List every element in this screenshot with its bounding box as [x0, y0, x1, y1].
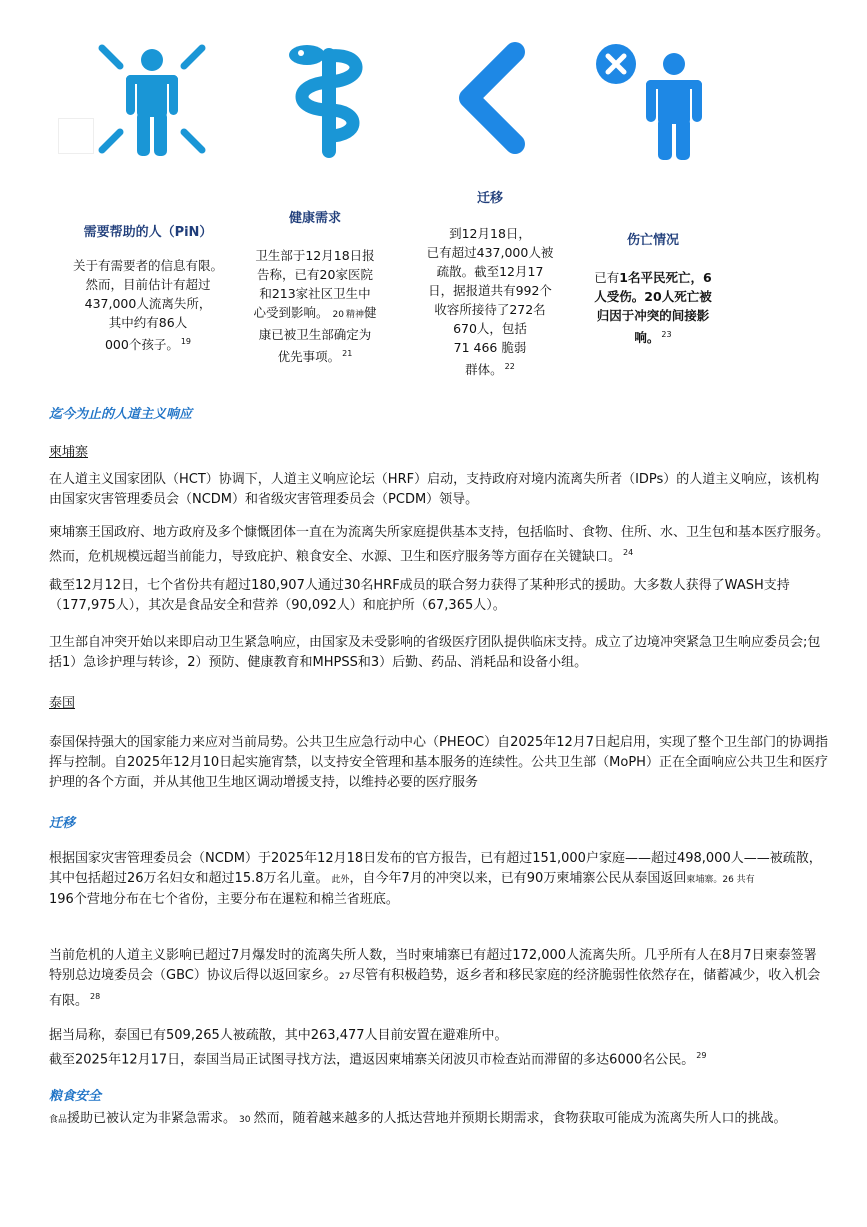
paragraph-text: 然而，随着越来越多的人抵达营地并预期长期需求，食物获取可能成为流离失所人口的挑战。	[253, 1111, 787, 1126]
paragraph-text: 截至2025年12月17日，泰国当局正试图寻找方法，遣返因柬埔寨关闭波贝市检查站而滞留的多达6000名公民。	[49, 1052, 695, 1068]
footnote-ref: 20	[332, 310, 344, 320]
migration-line: 日，据报道共有992个	[428, 283, 552, 298]
health-line-mixed	[243, 303, 387, 325]
migration-line: 已有超过437,000人被	[426, 245, 554, 260]
migration-line-last	[414, 357, 566, 379]
migration-line: 到12月18日，	[449, 226, 531, 241]
casualties-line: 响。	[634, 330, 660, 346]
migration-line: 疏散。截至12月17	[436, 264, 544, 279]
paragraph-text: 其中包括超过26万名妇女和超过15.8万名儿童。	[49, 871, 329, 886]
health-title: 健康需求	[288, 211, 341, 226]
health-line: 卫生部于12月18日报	[255, 248, 375, 263]
thailand-paragraph-1	[49, 733, 829, 793]
pin-line: 437,000人流离失所，	[84, 296, 212, 311]
casualties-text: 已有	[594, 270, 620, 285]
health-line: 告称，已有20家医院	[257, 267, 373, 282]
cambodia-paragraph-3	[49, 576, 829, 616]
paragraph-small-text: 食品	[49, 1115, 68, 1125]
cambodia-paragraph-4	[49, 633, 829, 673]
pin-card	[48, 223, 248, 354]
cambodia-label: 柬埔寨	[49, 445, 89, 460]
paragraph-text: 在人道主义国家团队（HCT）协调下，人道主义响应论坛（HRF）启动，支持政府对境内流离失所者（IDPs）的人道主义响应，该机构由国家灾害管理委员会（NCDM）和省级灾害管理委员会（PCDM）领导。	[49, 472, 820, 507]
paragraph-text-wrap	[49, 523, 829, 567]
casualties-bold: 1名平民死亡，6	[619, 270, 712, 285]
casualties-card	[580, 231, 726, 347]
casualties-line: 归因于冲突的间接影	[596, 308, 710, 323]
migration-line: 收容所接待了272名	[434, 302, 546, 317]
pin-title: 需要帮助的人（PiN）	[83, 225, 213, 240]
paragraph-text: ，自今年7月的冲突以来，已有90万柬埔寨公民从泰国返回	[349, 871, 687, 886]
cambodia-paragraph-2	[49, 523, 829, 567]
pin-line: 关于有需要者的信息有限。	[72, 258, 223, 273]
casualty-person-icon	[594, 42, 712, 160]
response-heading: 迄今为止的人道主义响应	[49, 407, 193, 422]
paragraph-text: 尽管有积极趋势，返乡者和移民家庭的经济脆弱性依然存在，储蓄减少，收入机会有限。	[49, 968, 821, 1009]
migration-line: 670人，包括	[453, 321, 527, 336]
migration-title: 迁移	[476, 191, 503, 206]
cambodia-paragraph-1	[49, 470, 829, 510]
paragraph-text: 援助已被认定为非紧急需求。	[67, 1111, 237, 1126]
health-line: 康已被卫生部确定为	[258, 327, 372, 342]
paragraph-text-wrap	[49, 1046, 829, 1070]
health-text: 健	[363, 305, 377, 320]
health-line: 优先事项。	[277, 349, 341, 365]
footnote-ref: 21	[342, 349, 353, 358]
paragraph-text: 卫生部自冲突开始以来即启动卫生紧急响应，由国家及未受影响的省级医疗团队提供临床支持。成立了边境冲突紧急卫生响应委员会;包括1）急诊护理与转诊，2）预防、健康教育和MHPSS和3）后勤、药品、消耗品和设备小组。	[49, 635, 821, 670]
paragraph-text: 196个营地分布在七个省份，主要分布在暹粒和棉兰省班底。	[49, 892, 399, 907]
migration-paragraph-2	[49, 946, 829, 1011]
footnote-ref: 24	[623, 548, 634, 557]
paragraph-text-wrap	[49, 869, 829, 890]
casualties-line-last	[580, 325, 726, 347]
migration-line: 群体。	[465, 362, 503, 378]
food-security-heading: 粮食安全	[49, 1089, 102, 1104]
footnote-ref: 29	[696, 1051, 707, 1060]
paragraph-small-text: 此外	[331, 875, 350, 885]
casualties-title: 伤亡情况	[626, 233, 679, 248]
paragraph-text-wrap	[49, 1109, 829, 1130]
paragraph-small-text: 柬埔寨。26 共有	[686, 875, 755, 885]
paragraph-text-wrap	[49, 946, 829, 1011]
migration-paragraph-1	[49, 849, 829, 910]
health-text: 心受到影响。	[253, 305, 329, 320]
paragraph-text: 柬埔寨王国政府、地方政府及多个慷慨团体一直在为流离失所家庭提供基本支持，包括临时、食物、住所、水、卫生包和基本医疗服务。然而，危机规模远超当前能力，导致庇护、粮食安全、水源、卫生和医疗服务等方面存在关键缺口。	[49, 525, 830, 565]
medical-caduceus-icon	[283, 40, 375, 160]
casualties-line: 人受伤。20人死亡被	[594, 289, 712, 304]
person-in-need-icon	[96, 42, 208, 156]
migration-line: 71 466 脆弱	[453, 340, 527, 355]
migration-card	[414, 189, 566, 379]
paragraph-text: 截至12月12日，七个省份共有超过180,907人通过30名HRF成员的联合努力获得了某种形式的援助。大多数人获得了WASH支持（177,975人），其次是食品安全和营养（90,092人）和庇护所（67,365人）。	[49, 578, 790, 613]
footnote-ref: 28	[90, 992, 101, 1001]
footnote-ref: 22	[504, 362, 515, 371]
placeholder-box	[58, 118, 94, 154]
footnote-ref: 23	[661, 330, 672, 339]
paragraph-text: 据当局称，泰国已有509,265人被疏散，其中263,477人目前安置在避难所中。	[49, 1028, 508, 1043]
thailand-label: 泰国	[49, 696, 76, 711]
food-security-paragraph	[49, 1109, 829, 1130]
pin-line-last	[48, 332, 248, 354]
footnote-ref: 19	[180, 337, 192, 346]
migration-arrow-icon	[455, 42, 525, 154]
health-card	[243, 209, 387, 366]
health-small-text: 精神	[345, 310, 364, 320]
migration-heading: 迁移	[49, 816, 76, 831]
paragraph-text: 根据国家灾害管理委员会（NCDM）于2025年12月18日发布的官方报告，已有超过151,000户家庭——超过498,000人——被疏散，	[49, 851, 822, 866]
migration-paragraph-3	[49, 1026, 829, 1070]
pin-line: 000个孩子。	[104, 337, 179, 353]
pin-line: 然而，目前估计有超过	[85, 277, 211, 292]
footnote-ref: 27	[338, 972, 351, 982]
health-line-last	[243, 344, 387, 366]
footnote-ref: 30	[239, 1115, 251, 1125]
pin-line: 其中约有86人	[108, 315, 188, 330]
paragraph-text: 当前危机的人道主义影响已超过7月爆发时的流离失所人数，当时柬埔寨已有超过172,000人流离失所。几乎所有人在8月7日柬泰签署特别总边境委员会（GBC）协议后得以返回家乡。	[49, 948, 817, 983]
health-line: 和213家社区卫生中	[259, 286, 371, 301]
casualties-line-mixed	[580, 268, 726, 287]
paragraph-text: 泰国保持强大的国家能力来应对当前局势。公共卫生应急行动中心（PHEOC）自2025年12月7日起启用，实现了整个卫生部门的协调指挥与控制。自2025年12月10日起实施宵禁，以支持安全管理和基本服务的连续性。公共卫生部（MoPH）正在全面响应公共卫生和医疗护理的各个方面，并从其他卫生地区调动增援支持，以维持必要的医疗服务	[49, 735, 829, 790]
